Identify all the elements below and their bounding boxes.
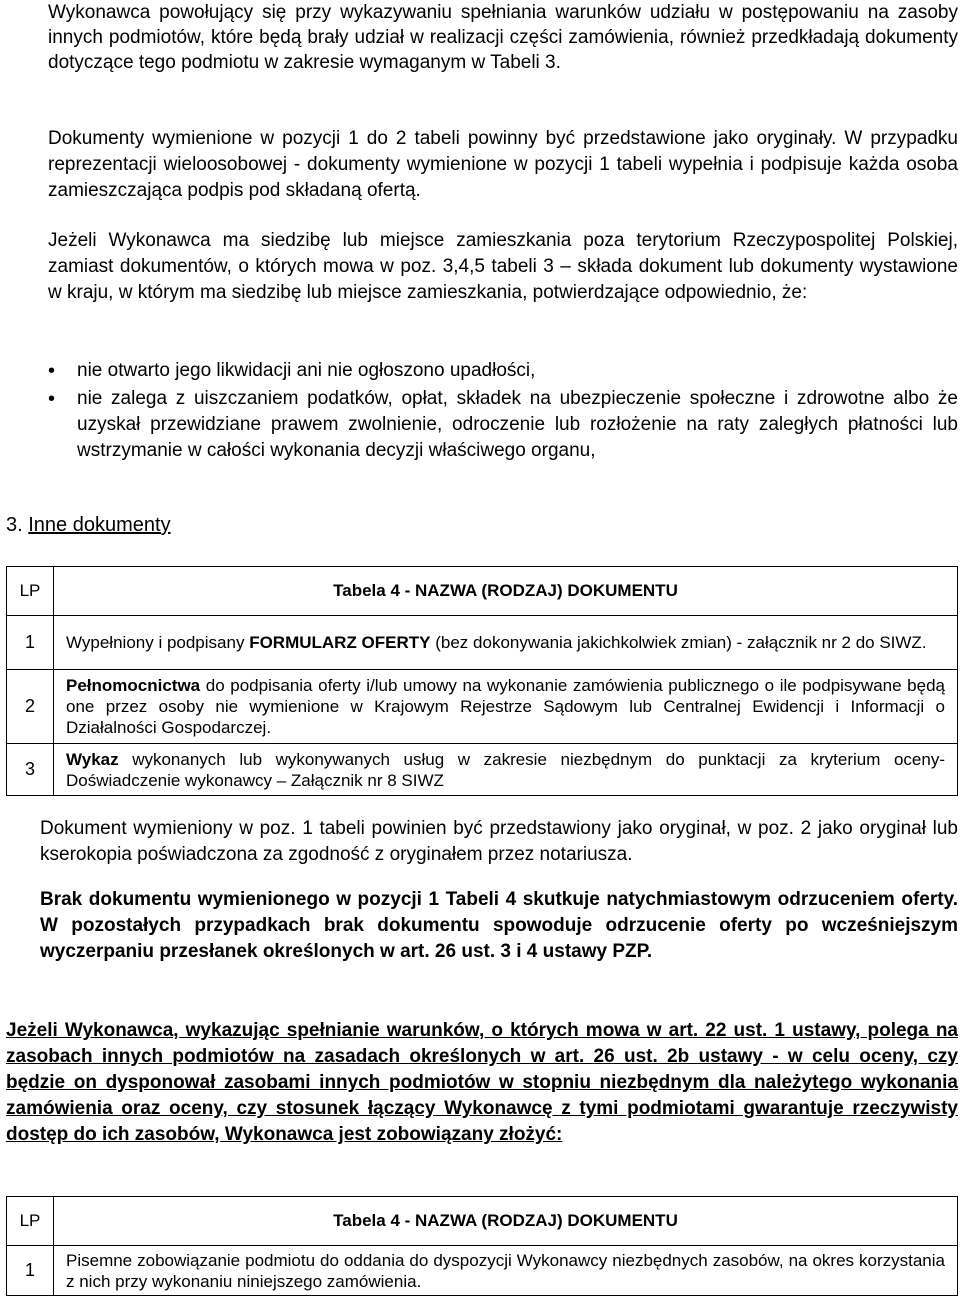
- section-number: 3.: [6, 514, 23, 536]
- header-lp: LP: [7, 1197, 54, 1246]
- paragraph-originals: Dokumenty wymienione w pozycji 1 do 2 tabeli powinny być przedstawione jako oryginały. W przypadku reprezentacji wieloosobowej - dokumenty wymienione w pozycji 1 tabeli wypełnia i podpisuje każda osoba zamieszczająca podpis pod składaną ofertą.: [48, 128, 958, 201]
- paragraph-foreign-contractor: Jeżeli Wykonawca ma siedzibę lub miejsce zamieszkania poza terytorium Rzeczypospolitej Polskiej, zamiast dokumentów, o których mowa w poz. 3,4,5 tabeli 3 – składa dokument lub dokumenty wystawione w kraju, w którym ma siedzibę lub miejsce zamieszkania, potwierdzające odpowiednio, że:: [48, 230, 958, 303]
- row-description: Wypełniony i podpisany FORMULARZ OFERTY (bez dokonywania jakichkolwiek zmian) - załącznik nr 2 do SIWZ.: [54, 616, 958, 670]
- table-row: [7, 744, 958, 796]
- section-title: Inne dokumenty: [28, 514, 171, 536]
- note-other-entities: Jeżeli Wykonawca, wykazując spełnianie warunków, o których mowa w art. 22 ust. 1 ustawy, polega na zasobach innych podmiotów na zasadach określonych w art. 26 ust. 2b ustawy - w celu oceny, czy będzie on dysponował zasobami innych podmiotów w stopniu niezbędnym dla należytego wykonania zamówienia oraz oceny, czy stosunek łączący Wykonawcę z tymi podmiotami gwarantuje rzeczywisty dostęp do ich zasobów, Wykonawca jest zobowiązany złożyć:: [6, 1020, 958, 1145]
- table-row: [7, 670, 958, 744]
- header-title: Tabela 4 - NAZWA (RODZAJ) DOKUMENTU: [54, 567, 958, 616]
- row-description: Pełnomocnictwa do podpisania oferty i/lub umowy na wykonanie zamówienia publicznego o ile podpisywane będą one przez osoby nie wymienione w Krajowym Rejestrze Sądowym lub Centralnej Ewidencji i Informacji o Działalności Gospodarczej.: [54, 670, 958, 744]
- table-header-row: [7, 1197, 958, 1246]
- row-lp: 2: [7, 670, 54, 744]
- section-heading: [6, 512, 171, 538]
- commitment-table: [6, 1196, 958, 1296]
- note-original-documents: Dokument wymieniony w poz. 1 tabeli powinien być przedstawiony jako oryginał, w poz. 2 jako oryginał lub kserokopia poświadczona za zgodność z oryginałem przez notariusza.: [40, 818, 958, 865]
- bullet-item-liquidation: • nie otwarto jego likwidacji ani nie ogłoszono upadłości,: [48, 358, 958, 384]
- table-row: [7, 1246, 958, 1296]
- row-description: Pisemne zobowiązanie podmiotu do oddania do dyspozycji Wykonawcy niezbędnych zasobów, na okres korzystania z nich przy wykonaniu niniejszego zamówienia.: [54, 1246, 958, 1296]
- table-row: [7, 616, 958, 670]
- row-lp: 1: [7, 616, 54, 670]
- row-lp: 3: [7, 744, 54, 796]
- bullet-list: [48, 358, 958, 466]
- paragraph-resources: Wykonawca powołujący się przy wykazywaniu spełniania warunków udziału w postępowaniu na zasoby innych podmiotów, które będą brały udział w realizacji części zamówienia, również przedkładają dokumenty dotyczące tego podmiotu w zakresie wymaganym w Tabeli 3.: [48, 2, 958, 73]
- header-lp: LP: [7, 567, 54, 616]
- note-missing-document: Brak dokumentu wymienionego w pozycji 1 Tabeli 4 skutkuje natychmiastowym odrzuceniem oferty. W pozostałych przypadkach brak dokumentu spowoduje odrzucenie oferty po wcześniejszym wyczerpaniu przesłanek określonych w art. 26 ust. 3 i 4 ustawy PZP.: [40, 889, 958, 962]
- documents-table: [6, 566, 958, 796]
- bullet-item-taxes: • nie zalega z uiszczaniem podatków, opłat, składek na ubezpieczenie społeczne i zdrowotne albo że uzyskał przewidziane prawem zwolnienie, odroczenie lub rozłożenie na raty zaległych płatności lub wstrzymanie w całości wykonania decyzji właściwego organu,: [48, 386, 958, 464]
- header-title: Tabela 4 - NAZWA (RODZAJ) DOKUMENTU: [54, 1197, 958, 1246]
- row-description: Wykaz wykonanych lub wykonywanych usług w zakresie niezbędnym do punktacji za kryterium oceny-Doświadczenie wykonawcy – Załącznik nr 8 SIWZ: [54, 744, 958, 796]
- table-header-row: [7, 567, 958, 616]
- row-lp: 1: [7, 1246, 54, 1296]
